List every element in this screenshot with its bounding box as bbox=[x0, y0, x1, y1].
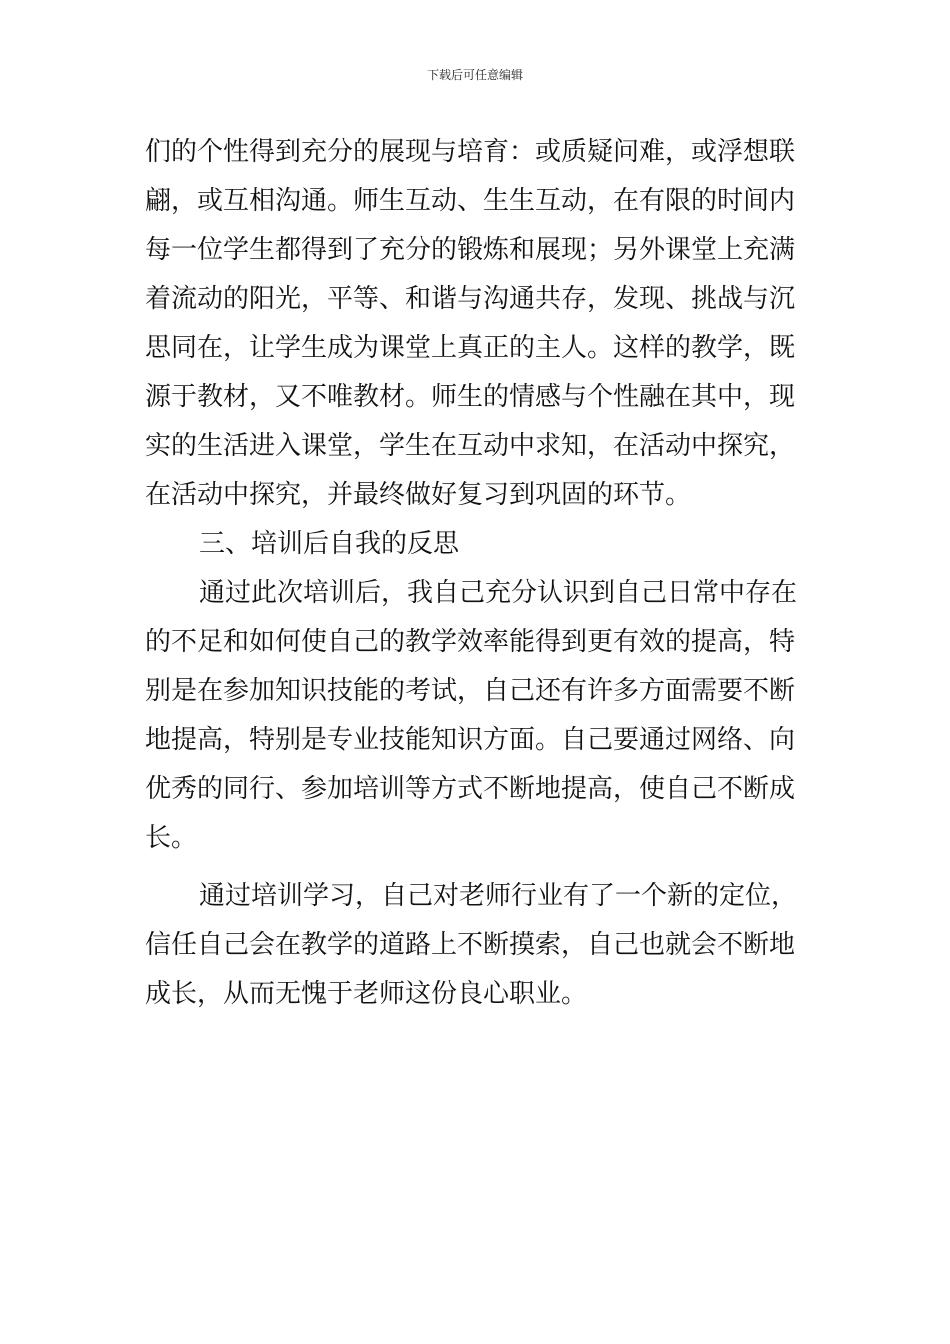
text-line: 成长，从而无愧于老师这份良心职业。 bbox=[145, 979, 588, 1009]
text-line: 通过培训学习，自己对老师行业有了一个新的定位， bbox=[199, 881, 798, 911]
text-line: 优秀的同行、参加培训等方式不断地提高，使自己不断成 bbox=[145, 774, 796, 804]
text-line: 实的生活进入课堂，学生在互动中求知，在活动中探究， bbox=[145, 431, 796, 461]
text-line: 地提高，特别是专业技能知识方面。自己要通过网络、向 bbox=[145, 725, 796, 755]
section-heading-text: 三、培训后自我的反思 bbox=[199, 529, 460, 559]
text-line: 翩，或互相沟通。师生互动、生生互动，在有限的时间内 bbox=[145, 186, 796, 216]
text-line: 每一位学生都得到了充分的锻炼和展现；另外课堂上充满 bbox=[145, 235, 796, 265]
text-line: 着流动的阳光，平等、和谐与沟通共存，发现、挑战与沉 bbox=[145, 284, 796, 314]
paragraph-conclusion bbox=[145, 872, 805, 1019]
text-line: 通过此次培训后，我自己充分认识到自己日常中存在 bbox=[199, 578, 798, 608]
text-line: 长。 bbox=[145, 823, 198, 853]
header-note: 下载后可任意编辑 bbox=[426, 68, 523, 82]
section-heading bbox=[145, 520, 805, 569]
text-line: 在活动中探究，并最终做好复习到巩固的环节。 bbox=[145, 480, 692, 510]
text-line: 源于教材，又不唯教材。师生的情感与个性融在其中，现 bbox=[145, 382, 796, 412]
text-line: 思同在，让学生成为课堂上真正的主人。这样的教学，既 bbox=[145, 333, 796, 363]
text-line: 信任自己会在教学的道路上不断摸索，自己也就会不断地 bbox=[145, 930, 796, 960]
paragraph-continuation bbox=[145, 128, 805, 520]
text-line: 别是在参加知识技能的考试，自己还有许多方面需要不断 bbox=[145, 676, 796, 706]
text-line: 的不足和如何使自己的教学效率能得到更有效的提高，特 bbox=[145, 627, 796, 657]
text-line: 们的个性得到充分的展现与培育：或质疑问难，或浮想联 bbox=[145, 137, 796, 167]
paragraph-reflection bbox=[145, 569, 805, 863]
document-body bbox=[145, 128, 805, 1019]
